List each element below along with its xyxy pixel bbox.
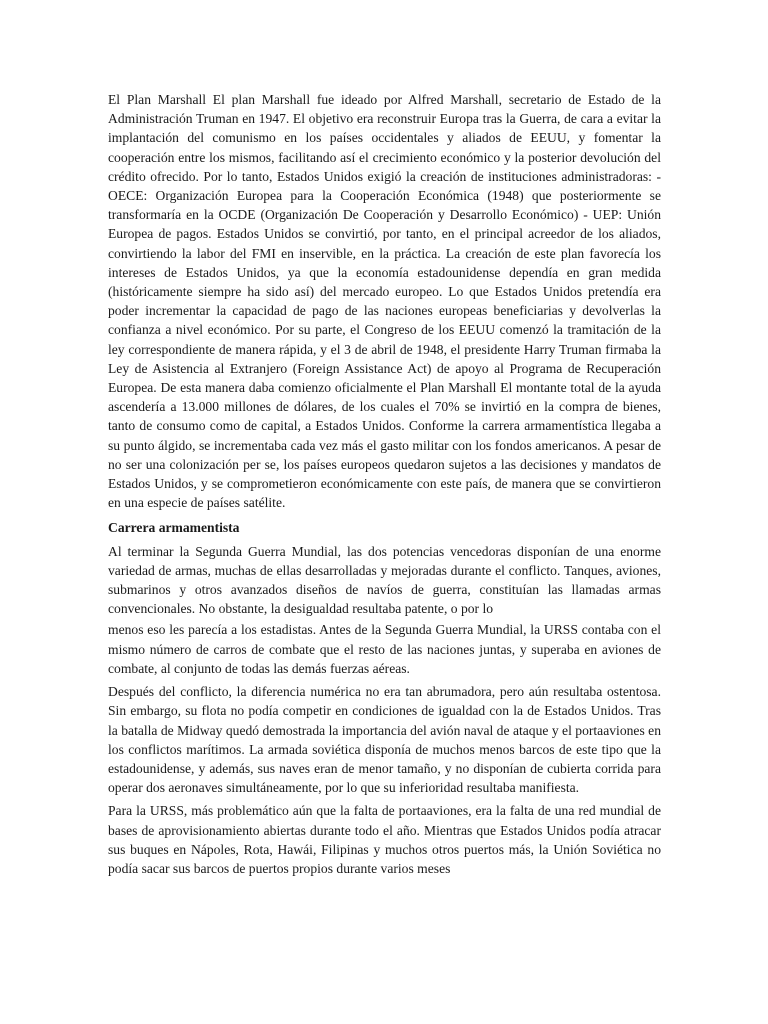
heading-carrera-armamentista: Carrera armamentista — [108, 520, 240, 536]
paragraph-plan-marshall: El Plan Marshall El plan Marshall fue ideado por Alfred Marshall, secretario de Estado de la Administración Truman en 1947. El objetivo era reconstruir Europa tras la Guerra, de cara a evitar la implantación del comunismo en los países occidentales y aliados de EEUU, y fomentar la cooperación entre los mismos, facilitando así el crecimiento económico y la posterior devolución del crédito ofrecido. Por lo tanto, Estados Unidos exigió la creación de instituciones administradoras: - OECE: Organización Europea para la Cooperación Económica (1948) que posteriormente se transformaría en la OCDE (Organización De Cooperación y Desarrollo Económico) - UEP: Unión Europea de pagos. Estados Unidos se convirtió, por tanto, en el principal acreedor de los aliados, convirtiendo la labor del FMI en inservible, en la práctica. La creación de este plan favorecía los intereses de Estados Unidos, ya que la economía estadounidense dependía en gran medida (históricamente siempre ha sido así) del mercado europeo. Lo que Estados Unidos pretendía era poder incrementar la capacidad de pago de las naciones europeas beneficiarias y devolverlas la confianza a nivel económico. Por su parte, el Congreso de los EEUU comenzó la tramitación de la ley correspondiente de manera rápida, y el 3 de abril de 1948, el presidente Harry Truman firmaba la Ley de Asistencia al Extranjero (Foreign Assistance Act) de apoyo al Programa de Recuperación Europea. De esta manera daba comienzo oficialmente el Plan Marshall El montante total de la ayuda ascendería a 13.000 millones de dólares, de los cuales el 70% se invirtió en la compra de bienes, tanto de consumo como de capital, a Estados Unidos. Conforme la carrera armamentística llegaba a su punto álgido, se incrementaba cada vez más el gasto militar con los fondos americanos. A pesar de no ser una colonización per se, los países europeos quedaron sujetos a las decisiones y mandatos de Estados Unidos, y se comprometieron económicamente con este país, de manera que se convirtieron en una especie de países satélite. — [108, 92, 661, 511]
paragraph-estadistas: menos eso les parecía a los estadistas. Antes de la Segunda Guerra Mundial, la URSS contaba con el mismo número de carros de combate que el resto de las naciones juntas, y superaba en aviones de combate, al conjunto de todas las demás fuerzas aéreas. — [108, 622, 661, 676]
paragraph-despues-conflicto: Después del conflicto, la diferencia numérica no era tan abrumadora, pero aún resultaba ostentosa. Sin embargo, su flota no podía competir en condiciones de igualdad con la de Estados Unidos. Tras la batalla de Midway quedó demostrada la importancia del avión naval de ataque y el portaaviones en los conflictos marítimos. La armada soviética disponía de muchos menos barcos de este tipo que la estadounidense, y además, sus naves eran de menor tamaño, y no disponían de cubierta corrida para operar dos aeronaves simultáneamente, por lo que su inferioridad resultaba manifiesta. — [108, 684, 661, 796]
document-page — [108, 90, 661, 882]
paragraph-armas-convencionales: Al terminar la Segunda Guerra Mundial, las dos potencias vencedoras disponían de una enorme variedad de armas, muchas de ellas desarrolladas y mejoradas durante el conflicto. Tanques, aviones, submarinos y otros avanzados diseños de navíos de guerra, constituían las llamadas armas convencionales. No obstante, la desigualdad resultaba patente, o por lo — [108, 543, 661, 617]
paragraph-urss-bases: Para la URSS, más problemático aún que la falta de portaaviones, era la falta de una red mundial de bases de aprovisionamiento abiertas durante todo el año. Mientras que Estados Unidos podía atracar sus buques en Nápoles, Rota, Hawái, Filipinas y muchos otros puertos más, la Unión Soviética no podía sacar sus barcos de puertos propios durante varios meses — [108, 803, 661, 876]
